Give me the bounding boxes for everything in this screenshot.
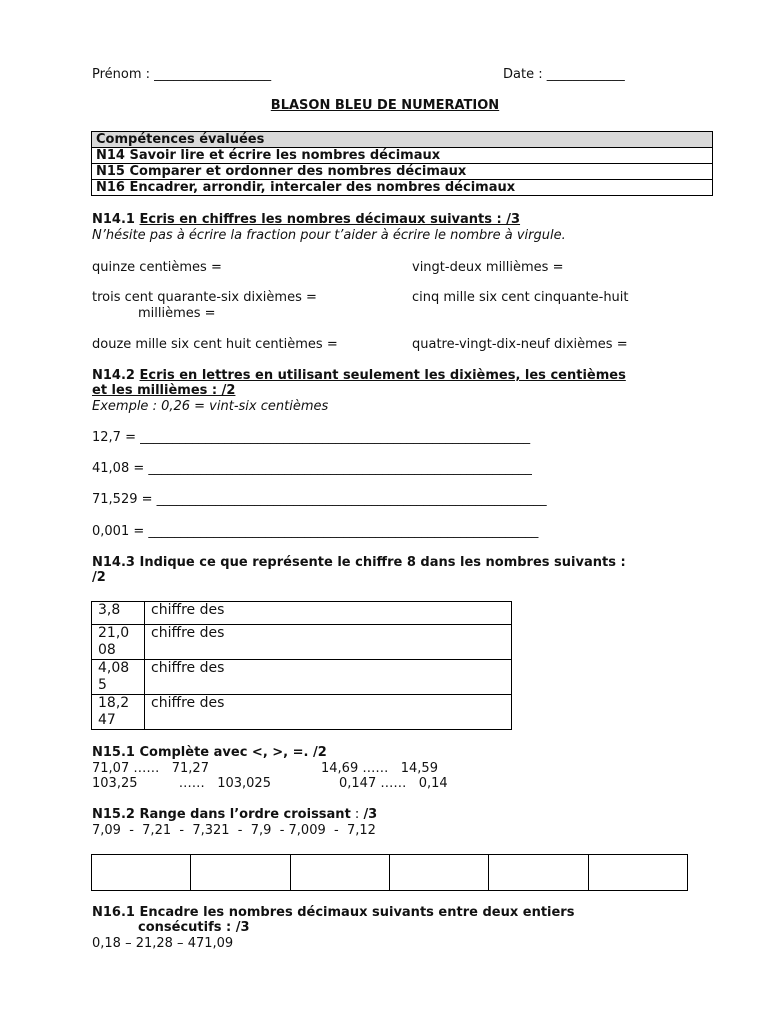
competences-header: Compétences évaluées bbox=[92, 132, 713, 148]
page-title: BLASON BLEU DE NUMERATION bbox=[270, 98, 500, 113]
answer-line[interactable]: 0,001 = ____________________________________________________________ bbox=[92, 524, 539, 539]
exercise-item: douze mille six cent huit centièmes = bbox=[92, 337, 338, 352]
section-example: Exemple : 0,26 = vint-six centièmes bbox=[92, 399, 329, 414]
number-cell: 18,247 bbox=[92, 695, 145, 730]
exercise-item: quinze centièmes = bbox=[92, 260, 222, 275]
table-row bbox=[92, 660, 512, 695]
digit-table bbox=[91, 601, 512, 730]
answer-line[interactable]: 12,7 = ____________________________________________________________ bbox=[92, 430, 531, 445]
table-row bbox=[92, 695, 512, 730]
section-n161-title: N16.1 Encadre les nombres décimaux suivants entre deux entiers bbox=[92, 905, 575, 920]
section-hint: N’hésite pas à écrire la fraction pour t’aider à écrire le nombre à virgule. bbox=[92, 228, 566, 243]
table-row bbox=[92, 625, 512, 660]
section-title: Ecris en chiffres les nombres décimaux suivants : /3 bbox=[139, 212, 521, 227]
order-cell[interactable] bbox=[290, 855, 389, 891]
order-cell[interactable] bbox=[92, 855, 191, 891]
section-n142-title bbox=[92, 368, 626, 383]
answer-cell[interactable]: chiffre des bbox=[145, 695, 512, 730]
competence-n14: N14 Savoir lire et écrire les nombres décimaux bbox=[92, 148, 713, 164]
section-title-separator: : bbox=[350, 807, 364, 822]
section-code: N14.1 bbox=[92, 212, 135, 227]
section-title: Ecris en lettres en utilisant seulement les dixièmes, les centièmes bbox=[139, 368, 626, 383]
section-code: N14.2 bbox=[92, 368, 135, 383]
section-title: N15.2 Range dans l’ordre croissant bbox=[92, 807, 351, 822]
section-title-continuation: consécutifs : /3 bbox=[138, 920, 250, 935]
competences-table bbox=[91, 131, 713, 196]
exercise-item: trois cent quarante-six dixièmes = bbox=[92, 290, 317, 305]
answer-cell[interactable]: chiffre des bbox=[145, 602, 512, 625]
number-cell: 4,085 bbox=[92, 660, 145, 695]
exercise-item: vingt-deux millièmes = bbox=[412, 260, 564, 275]
date-field[interactable]: Date : ____________ bbox=[503, 67, 625, 82]
section-n152-title bbox=[92, 807, 377, 822]
section-title-continuation: /2 bbox=[92, 570, 106, 585]
answer-line[interactable]: 71,529 = ____________________________________________________________ bbox=[92, 492, 547, 507]
comparison-item[interactable]: 71,07 …… 71,27 bbox=[92, 761, 209, 776]
comparison-item[interactable]: 0,147 …… 0,14 bbox=[339, 776, 448, 791]
answer-line[interactable]: 41,08 = ___________________________________________________________ bbox=[92, 461, 532, 476]
answer-cell[interactable]: chiffre des bbox=[145, 625, 512, 660]
exercise-item: cinq mille six cent cinquante-huit bbox=[412, 290, 629, 305]
number-cell: 21,008 bbox=[92, 625, 145, 660]
table-row bbox=[92, 602, 512, 625]
numbers-to-order: 7,09 - 7,21 - 7,321 - 7,9 - 7,009 - 7,12 bbox=[92, 823, 376, 838]
exercise-item: quatre-vingt-dix-neuf dixièmes = bbox=[412, 337, 628, 352]
table-row bbox=[92, 855, 688, 891]
order-cell[interactable] bbox=[191, 855, 290, 891]
prenom-field[interactable]: Prénom : __________________ bbox=[92, 67, 272, 82]
competence-n15: N15 Comparer et ordonner des nombres décimaux bbox=[92, 164, 713, 180]
order-cell[interactable] bbox=[588, 855, 687, 891]
section-n143-title: N14.3 Indique ce que représente le chiffre 8 dans les nombres suivants : bbox=[92, 555, 626, 570]
section-n151-title: N15.1 Complète avec <, >, =. /2 bbox=[92, 745, 327, 760]
exercise-item-continuation: millièmes = bbox=[138, 306, 216, 321]
number-cell: 3,8 bbox=[92, 602, 145, 625]
comparison-item[interactable]: 103,25 …… 103,025 bbox=[92, 776, 271, 791]
competence-n16: N16 Encadrer, arrondir, intercaler des nombres décimaux bbox=[92, 180, 713, 196]
section-points: /3 bbox=[363, 807, 378, 822]
order-table bbox=[91, 854, 688, 891]
comparison-item[interactable]: 14,69 …… 14,59 bbox=[321, 761, 438, 776]
section-n141-title bbox=[92, 212, 520, 227]
order-cell[interactable] bbox=[389, 855, 488, 891]
section-title-continuation: et les millièmes : /2 bbox=[92, 383, 236, 398]
answer-cell[interactable]: chiffre des bbox=[145, 660, 512, 695]
numbers-to-frame: 0,18 – 21,28 – 471,09 bbox=[92, 936, 234, 951]
order-cell[interactable] bbox=[489, 855, 588, 891]
